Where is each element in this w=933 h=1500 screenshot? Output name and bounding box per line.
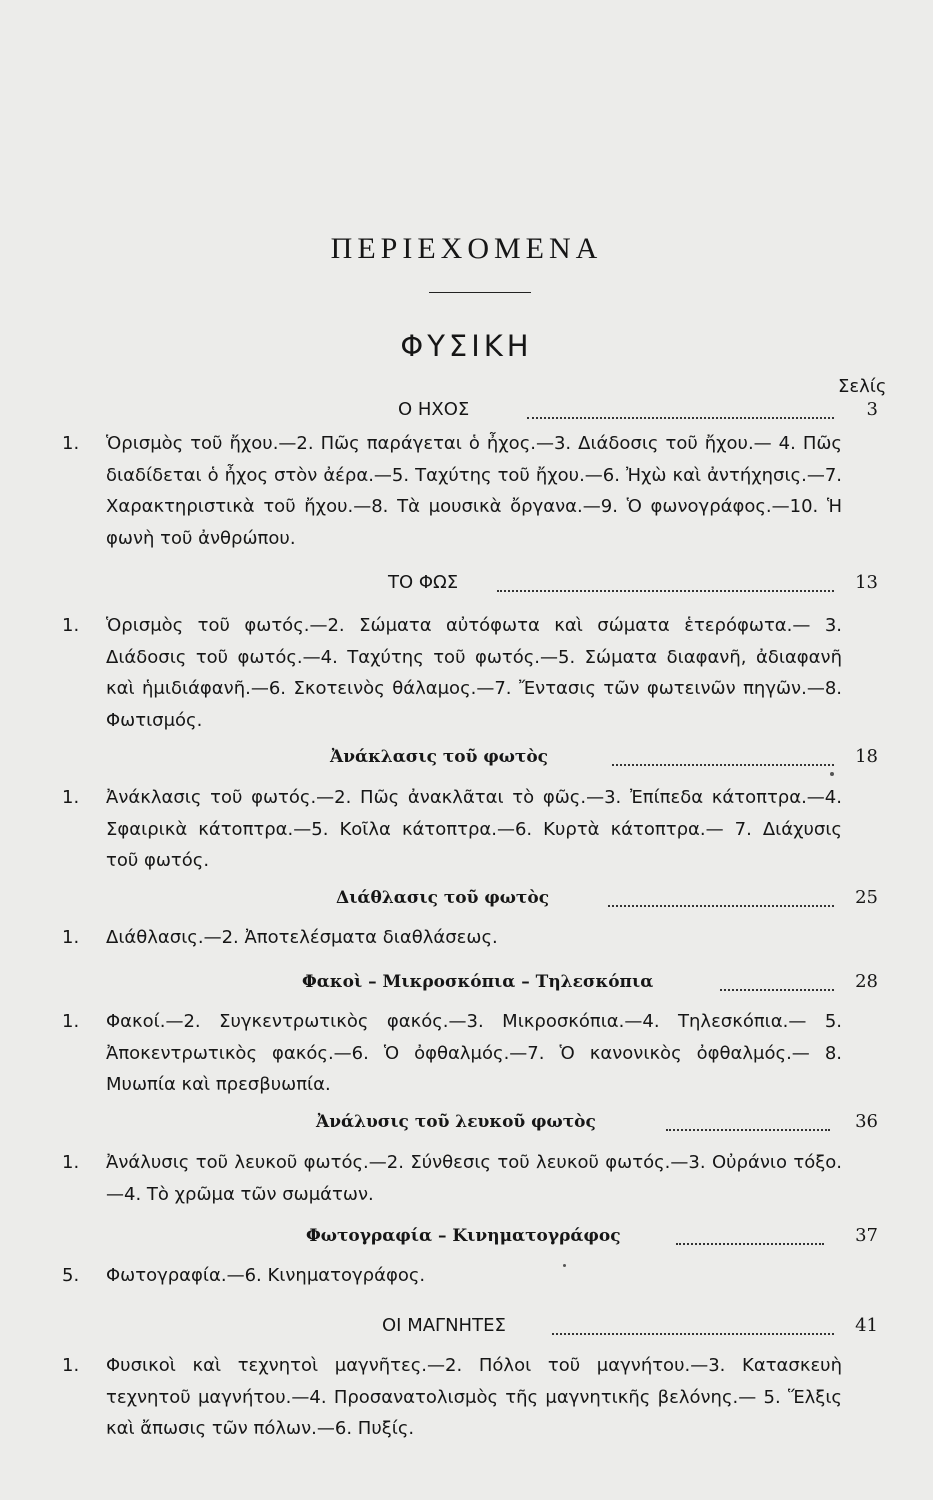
toc-page-number: 36: [855, 1111, 878, 1132]
toc-page-number: 3: [866, 399, 878, 420]
print-speck: [830, 772, 834, 776]
toc-heading: Ο ΗΧΟΣ: [398, 399, 470, 420]
page-column-label: Σελίς: [838, 376, 887, 397]
section-body-photography: [62, 1260, 842, 1292]
section-topics: Φακοί.—2. Συγκεντρωτικὸς φακός.—3. Μικροσκόπια.—4. Τηλεσκόπια.— 5. Ἀποκεντρωτικὸς φακός.—6. Ὁ ὀφθαλμός.—7. Ὁ κανονικὸς ὀφθαλμός.— 8. Μυωπία καὶ πρεσβυωπία.: [106, 1011, 842, 1095]
section-body-sound: [62, 428, 842, 554]
title-divider: [429, 292, 531, 293]
toc-entry-light: [0, 569, 933, 597]
toc-entry-reflection: [0, 743, 933, 771]
toc-heading: Ἀνάκλασις τοῦ φωτὸς: [330, 747, 549, 767]
dot-leader: [552, 1333, 834, 1335]
section-body-dispersion: [62, 1147, 842, 1210]
section-topics: Ἀνάκλασις τοῦ φωτός.—2. Πῶς ἀνακλᾶται τὸ φῶς.—3. Ἐπίπεδα κάτοπτρα.—4. Σφαιρικὰ κάτοπτρα.—5. Κοῖλα κάτοπτρα.—6. Κυρτὰ κάτοπτρα.— 7. Διάχυσις τοῦ φωτός.: [106, 787, 842, 871]
subject-title: ΦΥΣΙΚΗ: [400, 329, 533, 363]
section-body-reflection: [62, 782, 842, 877]
toc-page-number: 37: [855, 1225, 878, 1246]
dot-leader: [608, 905, 834, 907]
dot-leader: [612, 764, 834, 766]
section-topics: Ὁρισμὸς τοῦ ἤχου.—2. Πῶς παράγεται ὁ ἦχος.—3. Διάδοσις τοῦ ἤχου.— 4. Πῶς διαδίδεται ὁ ἦχος στὸν ἀέρα.—5. Ταχύτης τοῦ ἤχου.—6. Ἠχὼ καὶ ἀντήχησις.—7. Χαρακτηριστικὰ τοῦ ἤχου.—8. Τὰ μουσικὰ ὄργανα.—9. Ὁ φωνογράφος.—10. Ἡ φωνὴ τοῦ ἀνθρώπου.: [106, 433, 842, 549]
item-number: 1.: [62, 615, 80, 636]
toc-page-number: 13: [855, 572, 878, 593]
item-number: 1.: [62, 1011, 80, 1032]
toc-entry-refraction: [0, 884, 933, 912]
section-topics: Διάθλασις.—2. Ἀποτελέσματα διαθλάσεως.: [106, 927, 498, 948]
toc-page-number: 41: [855, 1315, 878, 1336]
item-number: 5.: [62, 1265, 80, 1286]
section-topics: Ἀνάλυσις τοῦ λευκοῦ φωτός.—2. Σύνθεσις τοῦ λευκοῦ φωτός.—3. Οὐράνιο τόξο.—4. Τὸ χρῶμα τῶν σωμάτων.: [106, 1152, 842, 1205]
section-body-lenses: [62, 1006, 842, 1101]
item-number: 1.: [62, 433, 80, 454]
section-body-refraction: [62, 922, 842, 954]
toc-heading: ΤΟ ΦΩΣ: [388, 572, 459, 593]
dot-leader: [720, 989, 834, 991]
dot-leader: [497, 590, 834, 592]
item-number: 1.: [62, 1355, 80, 1376]
toc-heading: Διάθλασις τοῦ φωτὸς: [336, 888, 550, 908]
toc-heading: Φωτογραφία – Κινηματογράφος: [306, 1226, 621, 1246]
section-topics: Φωτογραφία.—6. Κινηματογράφος.: [106, 1265, 426, 1286]
section-topics: Φυσικοὶ καὶ τεχνητοὶ μαγνῆτες.—2. Πόλοι τοῦ μαγνήτου.—3. Κατασκευὴ τεχνητοῦ μαγνήτου.—4. Προσανατολισμὸς τῆς μαγνητικῆς βελόνης.— 5. Ἕλξις καὶ ἄπωσις τῶν πόλων.—6. Πυξίς.: [106, 1355, 842, 1439]
toc-page-number: 18: [855, 746, 878, 767]
section-body-magnets: [62, 1350, 842, 1445]
toc-page-number: 25: [855, 887, 878, 908]
toc-entry-lenses: [0, 968, 933, 996]
print-speck: [563, 1264, 566, 1267]
dot-leader: [527, 417, 834, 419]
item-number: 1.: [62, 787, 80, 808]
toc-entry-dispersion: [0, 1108, 933, 1136]
toc-heading: Ἀνάλυσις τοῦ λευκοῦ φωτὸς: [316, 1112, 596, 1132]
toc-entry-sound: [0, 396, 933, 424]
section-topics: Ὁρισμὸς τοῦ φωτός.—2. Σώματα αὐτόφωτα καὶ σώματα ἑτερόφωτα.— 3. Διάδοσις τοῦ φωτός.—4. Ταχύτης τοῦ φωτός.—5. Σώματα διαφανῆ, ἀδιαφανῆ καὶ ἡμιδιάφανῆ.—6. Σκοτεινὸς θάλαμος.—7. Ἔντασις τῶν φωτεινῶν πηγῶν.—8. Φωτισμός.: [106, 615, 842, 731]
toc-heading: ΟΙ ΜΑΓΝΗΤΕΣ: [382, 1315, 506, 1336]
item-number: 1.: [62, 1152, 80, 1173]
dot-leader: [676, 1243, 824, 1245]
toc-heading: Φακοὶ – Μικροσκόπια – Τηλεσκόπια: [302, 972, 654, 992]
toc-entry-magnets: [0, 1312, 933, 1340]
toc-entry-photography: [0, 1222, 933, 1250]
page-title: ΠΕΡΙΕΧΟΜΕΝΑ: [330, 232, 603, 265]
section-body-light: [62, 610, 842, 736]
toc-page-number: 28: [855, 971, 878, 992]
item-number: 1.: [62, 927, 80, 948]
dot-leader: [666, 1129, 830, 1131]
